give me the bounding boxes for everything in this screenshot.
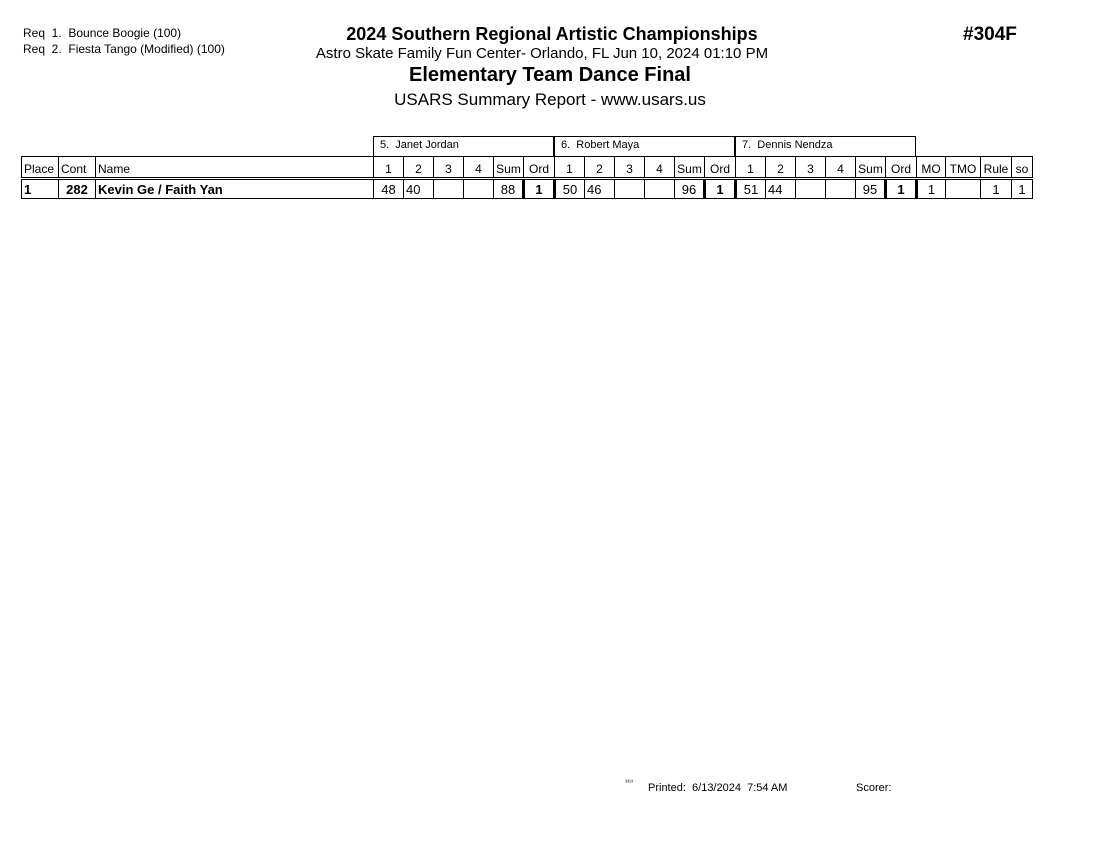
col-mo: MO bbox=[917, 157, 946, 179]
col-name: Name bbox=[96, 157, 374, 179]
col-j5-2: 2 bbox=[404, 157, 434, 179]
judge-header-5: 5. Janet Jordan bbox=[373, 136, 554, 156]
required-element-1: Req 1. Bounce Boogie (100) bbox=[23, 26, 182, 40]
col-j5-sum: Sum bbox=[494, 157, 524, 179]
venue-line: Astro Skate Family Fun Center- Orlando, FL Jun 10, 2024 01:10 PM bbox=[315, 45, 769, 62]
col-j6-1: 1 bbox=[555, 157, 585, 179]
table-header-row bbox=[22, 157, 1033, 179]
cell-rule: 1 bbox=[981, 179, 1012, 199]
col-j6-2: 2 bbox=[585, 157, 615, 179]
cell-j5-1: 48 bbox=[374, 179, 404, 199]
col-cont: Cont bbox=[59, 157, 96, 179]
cell-j5-3 bbox=[434, 179, 464, 199]
col-j6-4: 4 bbox=[645, 157, 675, 179]
cell-j6-4 bbox=[645, 179, 675, 199]
col-j7-3: 3 bbox=[796, 157, 826, 179]
cell-j5-sum: 88 bbox=[494, 179, 524, 199]
cell-j5-2: 40 bbox=[404, 179, 434, 199]
cell-name: Kevin Ge / Faith Yan bbox=[96, 179, 374, 199]
cell-j7-sum: 95 bbox=[856, 179, 886, 199]
printed-timestamp: Printed: 6/13/2024 7:54 AM bbox=[648, 782, 788, 794]
cell-j7-ord: 1 bbox=[886, 179, 917, 199]
cell-mo: 1 bbox=[917, 179, 946, 199]
cell-j6-ord: 1 bbox=[705, 179, 736, 199]
cell-j5-4 bbox=[464, 179, 494, 199]
col-tmo: TMO bbox=[946, 157, 981, 179]
judge-header-6: 6. Robert Maya bbox=[554, 136, 735, 156]
table-row bbox=[22, 179, 1033, 199]
cell-j7-1: 51 bbox=[736, 179, 766, 199]
event-number: #304F bbox=[963, 24, 1017, 45]
event-title: Elementary Team Dance Final bbox=[409, 64, 691, 86]
col-j7-4: 4 bbox=[826, 157, 856, 179]
col-place: Place bbox=[22, 157, 59, 179]
col-j6-sum: Sum bbox=[675, 157, 705, 179]
col-j5-3: 3 bbox=[434, 157, 464, 179]
cell-tmo bbox=[946, 179, 981, 199]
cell-place: 1 bbox=[22, 179, 59, 199]
cell-j5-ord: 1 bbox=[524, 179, 555, 199]
competition-title: 2024 Southern Regional Artistic Championships bbox=[346, 24, 758, 44]
col-j6-3: 3 bbox=[615, 157, 645, 179]
col-j7-2: 2 bbox=[766, 157, 796, 179]
col-rule: Rule bbox=[981, 157, 1012, 179]
cell-cont: 282 bbox=[59, 179, 96, 199]
cell-j6-3 bbox=[615, 179, 645, 199]
cell-j7-4 bbox=[826, 179, 856, 199]
col-so: so bbox=[1012, 157, 1033, 179]
col-j6-ord: Ord bbox=[705, 157, 736, 179]
col-j7-1: 1 bbox=[736, 157, 766, 179]
cell-so: 1 bbox=[1012, 179, 1033, 199]
judge-header-7: 7. Dennis Nendza bbox=[735, 136, 916, 156]
cell-j6-1: 50 bbox=[555, 179, 585, 199]
cell-j6-sum: 96 bbox=[675, 179, 705, 199]
cell-j7-2: 44 bbox=[766, 179, 796, 199]
page-mark: ³³¹⁵ bbox=[625, 780, 634, 786]
cell-j6-2: 46 bbox=[585, 179, 615, 199]
col-j5-1: 1 bbox=[374, 157, 404, 179]
report-title: USARS Summary Report - www.usars.us bbox=[394, 90, 706, 109]
results-table bbox=[21, 156, 1033, 199]
cell-j7-3 bbox=[796, 179, 826, 199]
col-j5-ord: Ord bbox=[524, 157, 555, 179]
col-j7-ord: Ord bbox=[886, 157, 917, 179]
scorer-label: Scorer: bbox=[856, 782, 892, 794]
required-element-2: Req 2. Fiesta Tango (Modified) (100) bbox=[23, 42, 225, 56]
col-j5-4: 4 bbox=[464, 157, 494, 179]
col-j7-sum: Sum bbox=[856, 157, 886, 179]
